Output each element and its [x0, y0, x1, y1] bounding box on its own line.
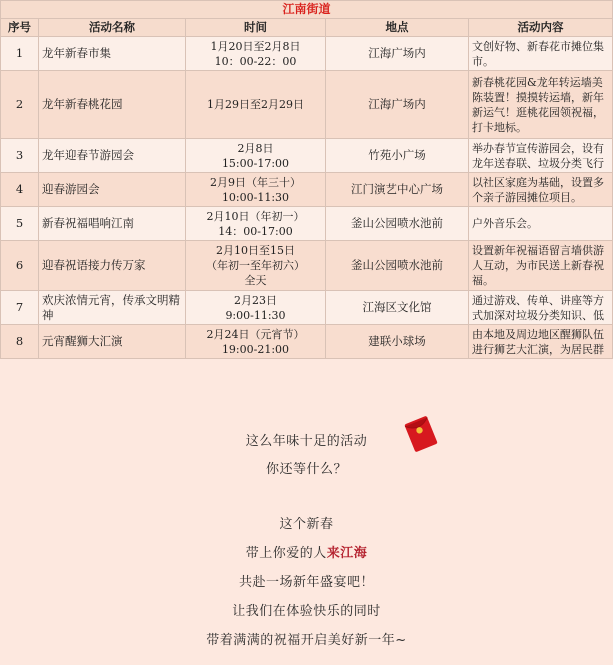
event-name: 欢庆浓情元宵，传承文明精神 [39, 291, 186, 325]
event-time-line: 9:00-11:30 [225, 308, 286, 322]
event-content [469, 173, 613, 207]
event-content [469, 37, 613, 71]
event-time [186, 241, 326, 291]
event-time-line: 2月24日（元宵节） [206, 327, 305, 341]
table-row [1, 37, 613, 71]
event-content-text: 由本地及周边地区醒狮队伍进行狮艺大汇演，为居民群 [472, 327, 604, 356]
table-row [1, 139, 613, 173]
event-time [186, 139, 326, 173]
event-name: 元宵醒狮大汇演 [39, 325, 186, 359]
row-index: 6 [1, 241, 39, 291]
row-index: 7 [1, 291, 39, 325]
event-time-line: 全天 [244, 274, 267, 287]
event-place: 江海区文化馆 [326, 291, 469, 325]
event-place: 釜山公园喷水池前 [326, 241, 469, 291]
event-name: 龙年迎春节游园会 [39, 139, 186, 173]
note-line-3: 这个新春 [279, 517, 334, 532]
row-index: 1 [1, 37, 39, 71]
header-index: 序号 [1, 19, 39, 37]
event-name: 迎春祝语接力传万家 [39, 241, 186, 291]
table-body [1, 37, 613, 359]
event-time [186, 325, 326, 359]
note-highlight: 来江海 [326, 546, 368, 561]
note-line-4 [0, 542, 613, 561]
event-content [469, 241, 613, 291]
table-row [1, 71, 613, 139]
row-index: 5 [1, 207, 39, 241]
event-time [186, 71, 326, 139]
event-name: 迎春游园会 [39, 173, 186, 207]
header-time: 时间 [186, 19, 326, 37]
event-time-line: （年初一至年初六） [206, 259, 305, 272]
event-time-line: 2月23日 [234, 293, 277, 307]
event-content-text: 户外音乐会。 [472, 217, 538, 230]
header-name: 活动名称 [39, 19, 186, 37]
table-row [1, 207, 613, 241]
event-time [186, 37, 326, 71]
table-row [1, 173, 613, 207]
note-line-7: 带着满满的祝福开启美好新一年~ [206, 633, 407, 648]
event-content-text: 举办春节宣传游园会，设有龙年送春联、垃圾分类飞行 [472, 141, 604, 170]
row-index: 3 [1, 139, 39, 173]
event-time-line: 14：00-17:00 [218, 224, 293, 238]
event-name: 龙年新春桃花园 [39, 71, 186, 139]
event-time-line: 15:00-17:00 [221, 156, 290, 170]
event-time-line: 19:00-21:00 [221, 342, 290, 356]
event-content [469, 207, 613, 241]
table-row [1, 325, 613, 359]
event-content [469, 291, 613, 325]
event-time-line: 1月29日至2月29日 [207, 98, 304, 111]
table-title: 江南街道 [1, 1, 613, 19]
event-content-text: 通过游戏、传单、讲座等方式加深对垃圾分类知识、低 [472, 293, 604, 322]
event-time-line: 10：00-22：00 [214, 54, 297, 68]
event-place: 江海广场内 [326, 37, 469, 71]
event-time-line: 2月10日至15日 [216, 244, 295, 257]
event-time-line: 2月8日 [237, 141, 274, 155]
event-content-text: 新春桃花园&龙年转运墙美陈装置！摸摸转运墙，新年新运气！逛桃花园领祝福，打卡地标。 [472, 75, 604, 134]
note-line-6: 让我们在体验快乐的同时 [232, 604, 381, 619]
event-time-line: 2月10日（年初一） [206, 209, 305, 223]
event-place: 江门演艺中心广场 [326, 173, 469, 207]
event-time-line: 1月20日至2月8日 [210, 39, 301, 53]
row-index: 8 [1, 325, 39, 359]
table-row [1, 241, 613, 291]
event-place: 釜山公园喷水池前 [326, 207, 469, 241]
table-header-row [1, 19, 613, 37]
event-name: 新春祝福唱响江南 [39, 207, 186, 241]
event-place: 江海广场内 [326, 71, 469, 139]
event-content [469, 139, 613, 173]
event-content-text: 以社区家庭为基础，设置多个亲子游园摊位项目。 [472, 175, 604, 204]
event-name: 龙年新春市集 [39, 37, 186, 71]
event-time [186, 173, 326, 207]
note-line-4-text: 带上你爱的人 [245, 546, 327, 561]
event-place: 建联小球场 [326, 325, 469, 359]
event-time-line: 10:00-11:30 [221, 190, 290, 204]
event-content-text: 文创好物、新春花市摊位集市。 [472, 39, 604, 68]
event-time-line: 2月9日（年三十） [210, 175, 301, 189]
row-index: 2 [1, 71, 39, 139]
event-time [186, 291, 326, 325]
note-line-5: 共赴一场新年盛宴吧！ [238, 575, 374, 590]
note-line-1: 这么年味十足的活动 [245, 434, 368, 449]
table-title-row [1, 1, 613, 19]
header-content: 活动内容 [469, 19, 613, 37]
header-place: 地点 [326, 19, 469, 37]
event-content-text: 设置新年祝福语留言墙供游人互动，为市民送上新春祝福。 [472, 244, 604, 287]
table-row [1, 291, 613, 325]
event-place: 竹苑小广场 [326, 139, 469, 173]
row-index: 4 [1, 173, 39, 207]
event-content [469, 71, 613, 139]
event-time [186, 207, 326, 241]
event-content [469, 325, 613, 359]
note-line-2: 你还等什么？ [265, 462, 347, 477]
